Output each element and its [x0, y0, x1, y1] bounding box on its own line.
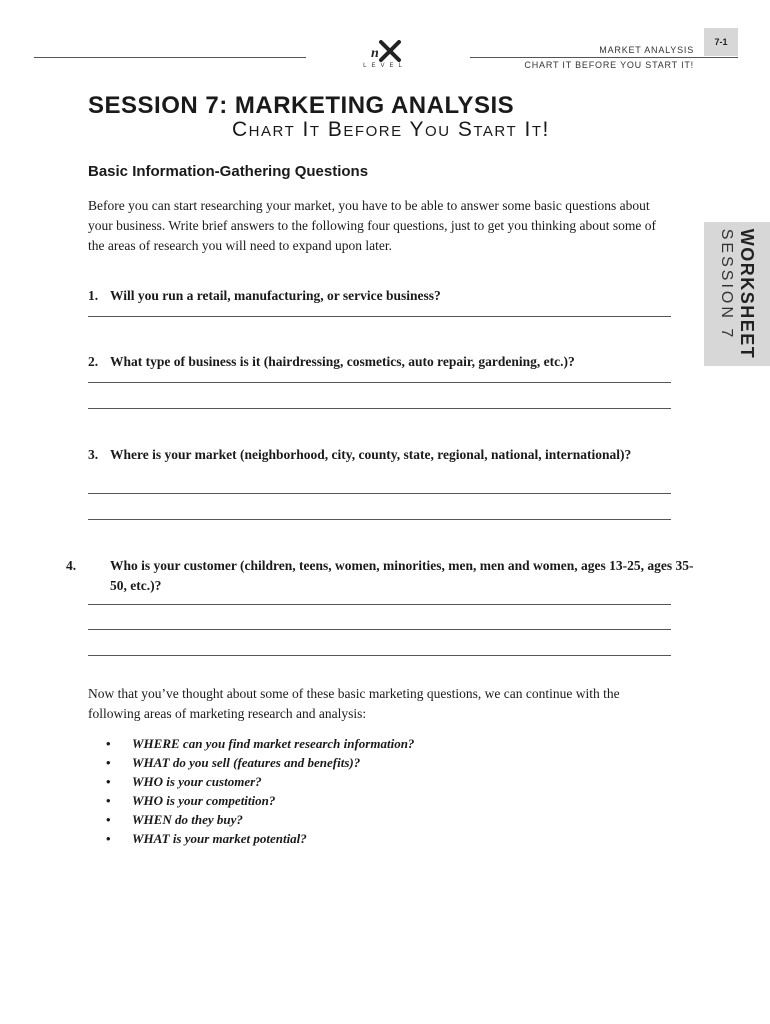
outro-paragraph: Now that you’ve thought about some of these basic marketing questions, we can continue with the following areas of marketing research and analysis: — [88, 686, 620, 721]
page-number: 7-1 — [704, 28, 738, 56]
question-3 — [88, 445, 673, 465]
question-number: 1. — [88, 288, 99, 303]
research-areas-list — [106, 734, 414, 848]
answer-line-4c[interactable] — [88, 655, 671, 656]
question-number: 3. — [88, 447, 99, 462]
side-tab-label: WORKSHEET — [737, 228, 757, 360]
question-text: What type of business is it (hairdressing, cosmetics, auto repair, gardening, etc.)? — [110, 354, 575, 369]
question-text: Who is your customer (children, teens, women, minorities, men, men and women, ages 13-25, ages 35-50, etc.)? — [110, 558, 694, 593]
header-section: MARKET ANALYSIS — [599, 45, 694, 55]
nxlevel-logo — [355, 40, 415, 74]
question-4 — [66, 556, 695, 596]
answer-line-2b[interactable] — [88, 408, 671, 409]
list-item: • WHAT is your market potential? — [106, 829, 414, 848]
answer-line-1a[interactable] — [88, 316, 671, 317]
answer-line-2a[interactable] — [88, 382, 671, 383]
side-tab-session: SESSION 7 — [718, 228, 735, 341]
list-item: • WHERE can you find market research information? — [106, 734, 414, 753]
intro-paragraph: Before you can start researching your market, you have to be able to answer some basic questions about your business. Write brief answers to the following four questions, just to get you thinking about some of the areas of research you will need to expand upon later. — [88, 198, 657, 253]
logo-text: LEVEL — [363, 63, 407, 69]
logo-mark-icon — [365, 40, 405, 62]
question-text: Where is your market (neighborhood, city, county, state, regional, national, international)? — [110, 447, 632, 462]
list-item: • WHO is your competition? — [106, 791, 414, 810]
answer-line-4a[interactable] — [88, 604, 671, 605]
question-number: 2. — [88, 354, 99, 369]
header-rule-right — [470, 57, 738, 58]
header-rule-left — [34, 57, 306, 58]
list-item: • WHEN do they buy? — [106, 810, 414, 829]
answer-line-3a[interactable] — [88, 493, 671, 494]
worksheet-side-tab — [704, 222, 770, 366]
question-number: 4. — [66, 558, 77, 573]
header-subtitle: CHART IT BEFORE YOU START IT! — [524, 60, 694, 70]
question-1 — [88, 286, 673, 306]
answer-line-4b[interactable] — [88, 629, 671, 630]
list-item: • WHAT do you sell (features and benefits)? — [106, 753, 414, 772]
answer-line-3b[interactable] — [88, 519, 671, 520]
page-subtitle: Chart It Before You Start It! — [232, 118, 550, 141]
question-text: Will you run a retail, manufacturing, or service business? — [110, 288, 441, 303]
page-title: SESSION 7: MARKETING ANALYSIS — [88, 92, 515, 119]
question-2 — [88, 352, 673, 372]
list-item: • WHO is your customer? — [106, 772, 414, 791]
svg-text:n: n — [371, 46, 379, 61]
section-heading: Basic Information-Gathering Questions — [88, 163, 369, 180]
